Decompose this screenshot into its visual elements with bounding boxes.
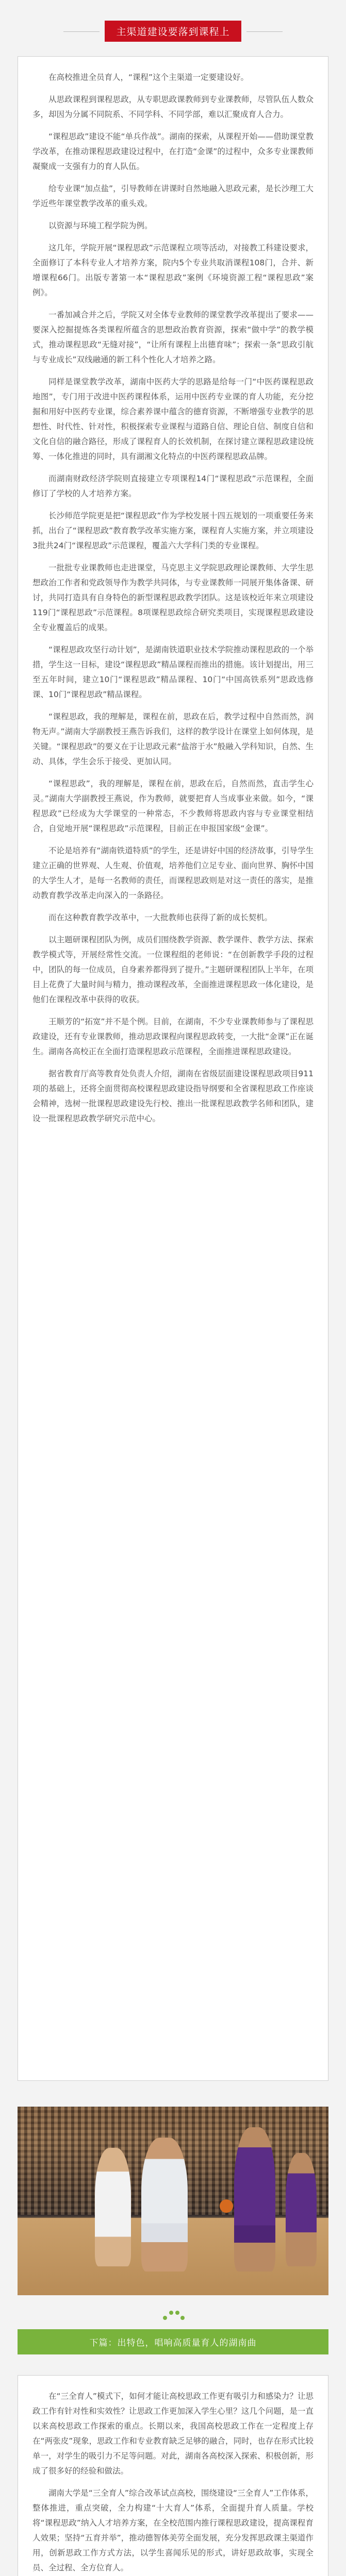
paragraph: “课程思政，我的理解是，课程在前，思政在后，教学过程中自然而然，润物无声。”湖南大学副教授王燕告诉我们，这样的教学设计在课堂上如何体现，是关键。“课程思政”的要义在于让思政元素“盐溶于水”般融入学科知识，自然、生动、具体，学生会乐于接受、更加认同。 xyxy=(32,712,314,766)
section-title: 主渠道建设要落到课程上 xyxy=(105,21,241,42)
photo-player xyxy=(141,2138,188,2272)
photo-canvas xyxy=(18,2107,328,2295)
paragraph: 以主题研课程团队为例，成员们围绕教学资源、教学课件、教学方法、探索教学模式等，开展经常性交流。一位课程组的老师说：“在创新教学手段的过程中，团队的每一位成员，自身素养都得到了提升。”主题研课程团队上半年，在项目上花费了大量时间与精力，推动课程改革，全面推进课程思政一体化建设，是他们在课程改革中获得的收获。 xyxy=(32,935,314,1004)
paragraph: 一番加减合并之后，学院又对全体专业教师的课堂教学改革提出了要求——要深入挖掘提炼各类课程所蕴含的思想政治教育资源，探索“做中学”的教学模式，推动课程思政“无缝对接”，“让所有课程上出德育味”；探索一条“思政引航与专业成长”双线融通的新工科个性化人才培养之路。 xyxy=(32,310,314,364)
paragraph: 在高校推进全员育人，“课程”这个主渠道一定要建设好。 xyxy=(48,73,249,82)
paragraph: “课程思政”建设不能“单兵作战”。湖南的探索，从课程开始——借助课堂教学改革，在推动课程思政建设过程中，在打造“金课”的过程中，众多专业课教师凝聚成一支强有力的育人队伍。 xyxy=(32,132,314,171)
paragraph: 这几年，学院开展“课程思政”示范课程立项等活动，对接教工科建设要求，全面修订了本科专业人才培养方案，院内5个专业共取消课程108门，合并、新增课程66门。出版专著第一本“课程思政”案例《环境资源工程“课程思政”案例》。 xyxy=(32,243,314,297)
basketball-icon xyxy=(220,2199,233,2213)
paragraph: 一批批专业课教师也走进课堂，马克思主义学院思政理论课教师、大学生思想政治工作者和党政领导作为教学共同体，与专业课教师一同展开集体备课、研讨，共同打造具有自身特色的新型课程思政教学团队。这是该校近年来立项建设119门“课程思政”示范课程。8项课程思政综合研究类项目，实现课程思政建设全专业覆盖后的成果。 xyxy=(32,563,314,632)
paragraph: 据省教育厅高等教育处负责人介绍，湖南在省级层面建设课程思政项目911项的基础上，还将全面贯彻高校课程思政建设指导纲要和全省课程思政工作座谈会精神，选树一批课程思政建设先行校、推出一批课程思政教学名师和团队，建设一批课程思政教学研究示范中心。 xyxy=(32,1069,314,1123)
paragraph: “课程思政攻坚行动计划”，是湖南铁道职业技术学院推动课程思政的一个举措，学生这一目标，建设“课程思政”精品课程而推出的措施。该计划提出，用三至五年时间，建立10门“课程思政”精品课程、10门“中国高铁系列”思政选修课、10门“课程思政”精品课程。 xyxy=(32,645,314,699)
paragraph: 给专业课“加点盐”，引导教师在讲课时自然地融入思政元素，是长沙理工大学近些年课堂教学改革的重头戏。 xyxy=(32,184,314,208)
paragraph: 而湖南财政经济学院则直接建立专项课程14门“课程思政”示范课程，全面修订了学校的人才培养方案。 xyxy=(32,474,314,498)
paragraph: 不论是培养有“湖南铁道特质”的学生，还是讲好中国的经济故事，引导学生建立正确的世界观、人生观、价值观，培养他们立足专业、面向世界、胸怀中国的大学生人才，是每一名教师的责任，而课程思政则是对这一责任的落实，是推动教育教学改革走向深入的一条路径。 xyxy=(32,846,314,900)
photo-player xyxy=(286,2153,317,2266)
dots-bulb-icon xyxy=(162,2309,185,2324)
article-body-box xyxy=(18,56,328,2081)
paragraph: “课程思政”，我的理解是，课程在前，思政在后，自然而然，直击学生心灵。”湖南大学副教授王燕说，作为教师，就要把育人当成事业来做。如今，“课程思政”已经成为大学课堂的一种常态，不少教师将思政内容与专业课堂相结合，自觉地开展“课程思政”示范课程，目前正在申报国家级“金课”。 xyxy=(32,779,314,833)
paragraph: 以资源与环境工程学院为例。 xyxy=(48,221,153,230)
photo-player xyxy=(234,2127,275,2272)
section-header xyxy=(18,21,328,42)
paragraph: 湖南大学是“三全育人”综合改革试点高校，围绕建设“三全育人”工作体系，整体推进，重点突破，全力构建“十大育人”体系，全面提升育人质量。学校将“课程思政”纳入人才培养方案，在全校范围内推行课程思政建设，提高课程育人效果；坚持“五育并举”，推动德智体美劳全面发展，充分发挥思政课主渠道作用，创新思政工作方式方法，以学生喜闻乐见的形式，讲好思政故事，实现全员、全过程、全方位育人。 xyxy=(32,2488,314,2572)
paragraph: 从思政课程到课程思政，从专职思政课教师到专业课教师，尽管队伍人数众多，却因为分属不同院系、不同学科、不同学部，难以汇聚成育人合力。 xyxy=(32,95,314,119)
paragraph: 在“三全育人”模式下，如何才能让高校思政工作更有吸引力和感染力？让思政工作有针对性和实效性？让思政工作更加深入学生心里？这几个问题，是一直以来高校思政工作探索的重点。长期以来，我国高校思政工作在一定程度上存在“两张皮”现象，思政工作和专业教育缺乏足够的融合，同时，也存在形式比较单一，对学生的吸引力不足等问题。对此，湖南各高校深入探索、积极创新，形成了很多好的经验和做法。 xyxy=(32,2392,314,2476)
photo-player xyxy=(95,2148,131,2266)
basketball-photo xyxy=(18,2107,328,2295)
caption-decoration xyxy=(18,2309,328,2326)
paragraph: 而在这种教育教学改革中，一大批教师也获得了新的成长契机。 xyxy=(48,913,273,922)
paragraph: 同样是课堂教学改革，湖南中医药大学的思路是给每一门“中医药课程思政地图”，专门用于改进中医药课程体系，运用中医药专业课的育人功能，充分挖掘和用好中医药专业课，综合素养课中蕴含的德育资源，不断增强专业教学的思想性、时代性、针对性，积极探索专业课程与道路自信、理论自信、制度自信和文化自信的融合路径，形成了课程育人的长效机制，在探讨建立课程思政建设统筹、一体化推进的同时，具有湖湘文化特点的中医药课程思政品牌。 xyxy=(32,377,314,461)
article-body-box-2 xyxy=(18,2375,328,2576)
paragraph: 王顺芳的“拓宽”并不是个例。目前，在湖南，不少专业课教师参与了课程思政建设，还有专业课教师，推动思政课程向课程思政转变，一大批“金课”正在诞生。湖南各高校正在全面打造课程思政示范课程，全面推进课程思政建设。 xyxy=(32,1017,314,1056)
caption-bar: 下篇：出特色，唱响高质量育人的湖南曲 xyxy=(18,2329,328,2354)
paragraph: 长沙师范学院更是把“课程思政”作为学校发展十四五规划的一项重要任务来抓，出台了“课程思政”教育教学改革实施方案，课程育人实施方案，并立项建设3批共24门“课程思政”示范课程，覆盖六大学科门类的专业课程。 xyxy=(32,511,314,550)
